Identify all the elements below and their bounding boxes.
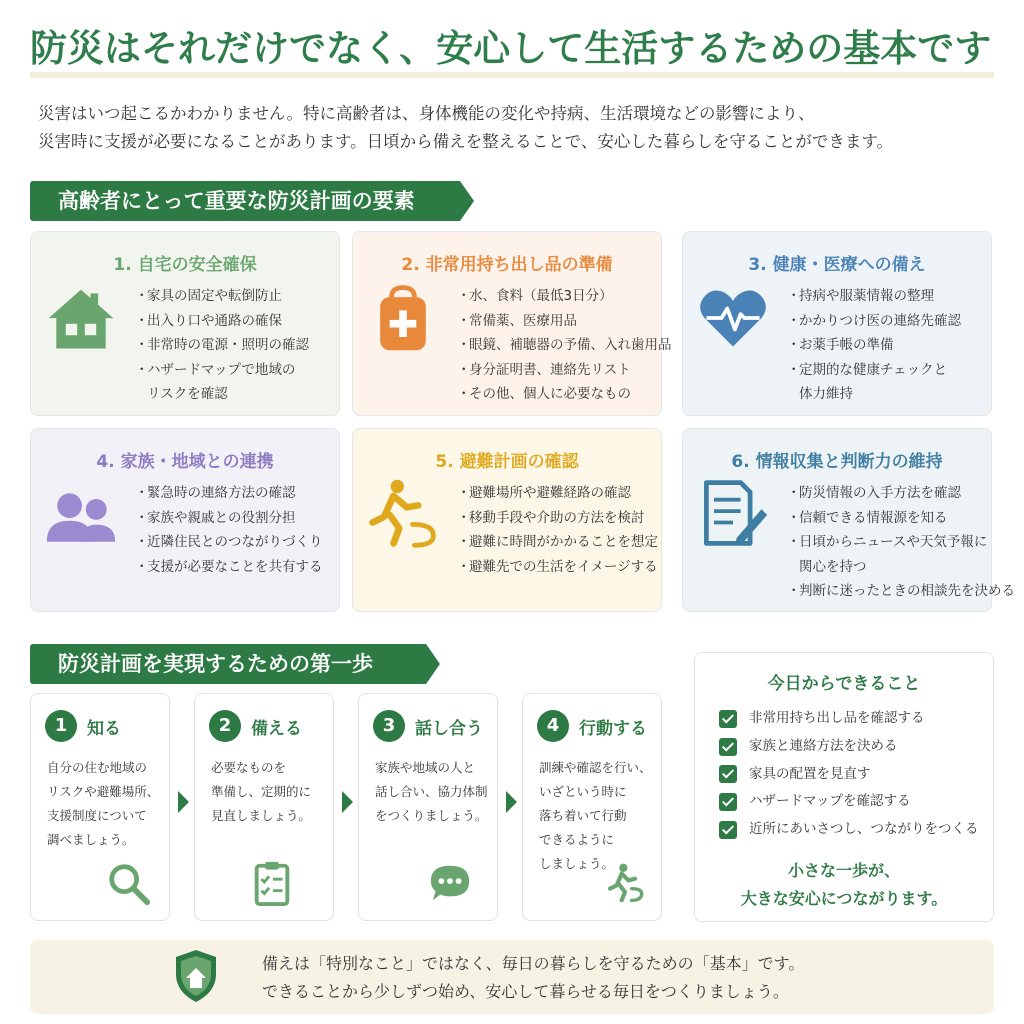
step-title: 話し合う bbox=[415, 719, 483, 739]
step-arrow-icon bbox=[342, 791, 353, 813]
step-text-line: 支援制度について bbox=[47, 808, 147, 823]
footer-banner bbox=[30, 940, 994, 1014]
card-item: 避難場所や避難経路の確認 bbox=[469, 485, 631, 501]
checklist-icon bbox=[249, 860, 295, 906]
step-title: 知る bbox=[87, 719, 121, 739]
card-item: 避難に時間がかかることを想定 bbox=[469, 534, 658, 550]
magnifier-icon bbox=[105, 860, 151, 906]
today-item bbox=[719, 733, 979, 761]
step-text-line: リスクや避難場所、 bbox=[47, 784, 160, 799]
card-item: 移動手段や介助の方法を検討 bbox=[469, 509, 645, 526]
step-text-line: 調べましょう。 bbox=[47, 832, 135, 847]
card-item: ハザードマップで地域の bbox=[147, 361, 296, 378]
house-icon bbox=[43, 282, 119, 358]
emergency-bag-icon bbox=[365, 280, 441, 356]
step-discuss bbox=[358, 693, 498, 921]
step-know bbox=[30, 693, 170, 921]
today-item-label: ハザードマップを確認する bbox=[749, 793, 911, 810]
card-item: 身分証明書、連絡先リスト bbox=[469, 361, 631, 378]
section-header-elements: 高齢者にとって重要な防災計画の要素 bbox=[30, 181, 460, 221]
card-title: 4. 家族・地域との連携 bbox=[96, 452, 274, 472]
step-text-line: 自分の住む地域の bbox=[47, 760, 148, 775]
card-item: 定期的な健康チェックと bbox=[799, 361, 948, 378]
step-title: 備える bbox=[251, 719, 302, 739]
step-number: 2 bbox=[209, 710, 241, 742]
motto-line: 小さな一歩が、 bbox=[787, 861, 900, 880]
card-item: 出入り口や通路の確保 bbox=[147, 312, 282, 329]
card-title: 6. 情報収集と判断力の維持 bbox=[731, 452, 943, 472]
card-item: 関心を持つ bbox=[799, 558, 867, 575]
card-title: 2. 非常用持ち出し品の準備 bbox=[401, 255, 613, 275]
step-text-line: しましょう。 bbox=[539, 856, 615, 871]
title-underline bbox=[30, 72, 994, 78]
intro-line: 災害はいつ起こるかわかりません。特に高齢者は、身体機能の変化や持病、生活環境などの影響により、 bbox=[38, 104, 815, 123]
step-title: 行動する bbox=[579, 719, 647, 739]
card-title: 3. 健康・医療への備え bbox=[748, 255, 926, 275]
step-number: 1 bbox=[45, 710, 77, 742]
today-item-label: 家族と連絡方法を決める bbox=[749, 737, 898, 754]
card-family-community: 4. 家族・地域との連携 ・緊急時の連絡方法の確認 ・家族や親戚との役割分担 ・近隣住民とのつながりづくり ・支援が必要なことを共有する bbox=[30, 428, 340, 612]
footer-line: できることから少しずつ始め、安心して暮らせる毎日をつくりましょう。 bbox=[262, 982, 789, 1001]
people-icon bbox=[43, 479, 119, 555]
step-text-line: をつくりましょう。 bbox=[375, 808, 488, 823]
card-item: 判断に迷ったときの相談先を決める bbox=[799, 583, 1015, 599]
card-health: 3. 健康・医療への備え ・持病や服薬情報の整理 ・かかりつけ医の連絡先確認 ・お薬手帳の準備 ・定期的な健康チェックと 体力維持 bbox=[682, 231, 992, 416]
step-number: 4 bbox=[537, 710, 569, 742]
card-title: 5. 避難計画の確認 bbox=[435, 452, 579, 472]
chat-bubble-icon bbox=[427, 860, 473, 906]
checkbox-checked-icon bbox=[719, 738, 737, 756]
step-text-line: できるように bbox=[539, 832, 615, 847]
today-item-label: 非常用持ち出し品を確認する bbox=[749, 710, 925, 726]
card-item: 家具の固定や転倒防止 bbox=[147, 288, 282, 304]
today-actions-box bbox=[694, 652, 994, 922]
card-emergency-kit: 2. 非常用持ち出し品の準備 ・水、食料（最低3日分） ・常備薬、医療用品 ・眼鏡、補聴器の予備、入れ歯用品 ・身分証明書、連絡先リスト ・その他、個人に必要なもの bbox=[352, 231, 662, 416]
intro-line: 災害時に支援が必要になることがあります。日頃から備えを整えることで、安心した暮らしを守ることができます。 bbox=[38, 132, 894, 151]
card-item: お薬手帳の準備 bbox=[799, 337, 894, 353]
heart-pulse-icon bbox=[695, 280, 771, 356]
shield-icon bbox=[172, 948, 220, 1004]
checkbox-checked-icon bbox=[719, 710, 737, 728]
card-title: 1. 自宅の安全確保 bbox=[113, 255, 257, 275]
card-item: 水、食料（最低3日分） bbox=[469, 288, 613, 304]
today-item-label: 家具の配置を見直す bbox=[749, 765, 871, 782]
step-number: 3 bbox=[373, 710, 405, 742]
today-item bbox=[719, 761, 979, 789]
today-item bbox=[719, 788, 979, 816]
card-item: 避難先での生活をイメージする bbox=[469, 558, 658, 575]
today-title: 今日からできること bbox=[767, 674, 921, 694]
card-item: 体力維持 bbox=[799, 386, 853, 402]
step-text-line: いざという時に bbox=[539, 784, 627, 799]
card-home-safety: 1. 自宅の安全確保 ・家具の固定や転倒防止 ・出入り口や通路の確保 ・非常時の電源・照明の確認 ・ハザードマップで地域の リスクを確認 bbox=[30, 231, 340, 416]
card-item: かかりつけ医の連絡先確認 bbox=[799, 312, 961, 329]
intro-text bbox=[38, 100, 988, 156]
card-item: リスクを確認 bbox=[147, 386, 228, 402]
step-text-line: 準備し、定期的に bbox=[211, 784, 312, 799]
today-item bbox=[719, 705, 979, 733]
page-title: 防災はそれだけでなく、安心して生活するための基本です bbox=[30, 27, 992, 70]
today-motto bbox=[695, 857, 993, 913]
step-text-line: 落ち着いて行動 bbox=[539, 808, 627, 823]
evacuation-person-icon bbox=[365, 475, 441, 551]
card-item: 眼鏡、補聴器の予備、入れ歯用品 bbox=[469, 337, 672, 353]
step-arrow-icon bbox=[506, 791, 517, 813]
checkbox-checked-icon bbox=[719, 793, 737, 811]
checkbox-checked-icon bbox=[719, 821, 737, 839]
step-text-line: 家族や地域の人と bbox=[375, 760, 476, 775]
step-arrow-icon bbox=[178, 791, 189, 813]
card-item: 常備薬、医療用品 bbox=[469, 312, 577, 329]
card-item: 持病や服薬情報の整理 bbox=[799, 288, 934, 304]
card-item: その他、個人に必要なもの bbox=[469, 386, 631, 402]
card-item: 非常時の電源・照明の確認 bbox=[147, 337, 309, 353]
step-prepare bbox=[194, 693, 334, 921]
document-pen-icon bbox=[695, 475, 771, 551]
card-item: 防災情報の入手方法を確認 bbox=[799, 485, 961, 501]
step-text-line: 話し合い、協力体制 bbox=[375, 784, 488, 799]
walking-person-icon bbox=[605, 862, 645, 902]
card-information: 6. 情報収集と判断力の維持 ・防災情報の入手方法を確認 ・信頼できる情報源を知る ・日頃からニュースや天気予報に 関心を持つ ・判断に迷ったときの相談先を決める bbox=[682, 428, 992, 612]
today-item bbox=[719, 816, 979, 844]
footer-line: 備えは「特別なこと」ではなく、毎日の暮らしを守るための「基本」です。 bbox=[262, 954, 805, 973]
step-act bbox=[522, 693, 662, 921]
card-item: 日頃からニュースや天気予報に bbox=[799, 534, 988, 550]
step-text-line: 訓練や確認を行い、 bbox=[539, 760, 652, 775]
step-text-line: 必要なものを bbox=[211, 760, 287, 775]
today-item-label: 近所にあいさつし、つながりをつくる bbox=[749, 821, 979, 838]
card-item: 緊急時の連絡方法の確認 bbox=[147, 485, 296, 501]
card-evacuation-plan: 5. 避難計画の確認 ・避難場所や避難経路の確認 ・移動手段や介助の方法を検討 ・避難に時間がかかることを想定 ・避難先での生活をイメージする bbox=[352, 428, 662, 612]
card-item: 信頼できる情報源を知る bbox=[799, 509, 948, 526]
card-item: 支援が必要なことを共有する bbox=[147, 558, 323, 575]
section-header-first-steps: 防災計画を実現するための第一歩 bbox=[30, 644, 426, 684]
motto-line: 大きな安心につながります。 bbox=[740, 889, 948, 908]
card-item: 家族や親戚との役割分担 bbox=[147, 509, 296, 526]
step-text-line: 見直しましょう。 bbox=[211, 808, 312, 823]
checkbox-checked-icon bbox=[719, 765, 737, 783]
card-item: 近隣住民とのつながりづくり bbox=[147, 534, 323, 550]
